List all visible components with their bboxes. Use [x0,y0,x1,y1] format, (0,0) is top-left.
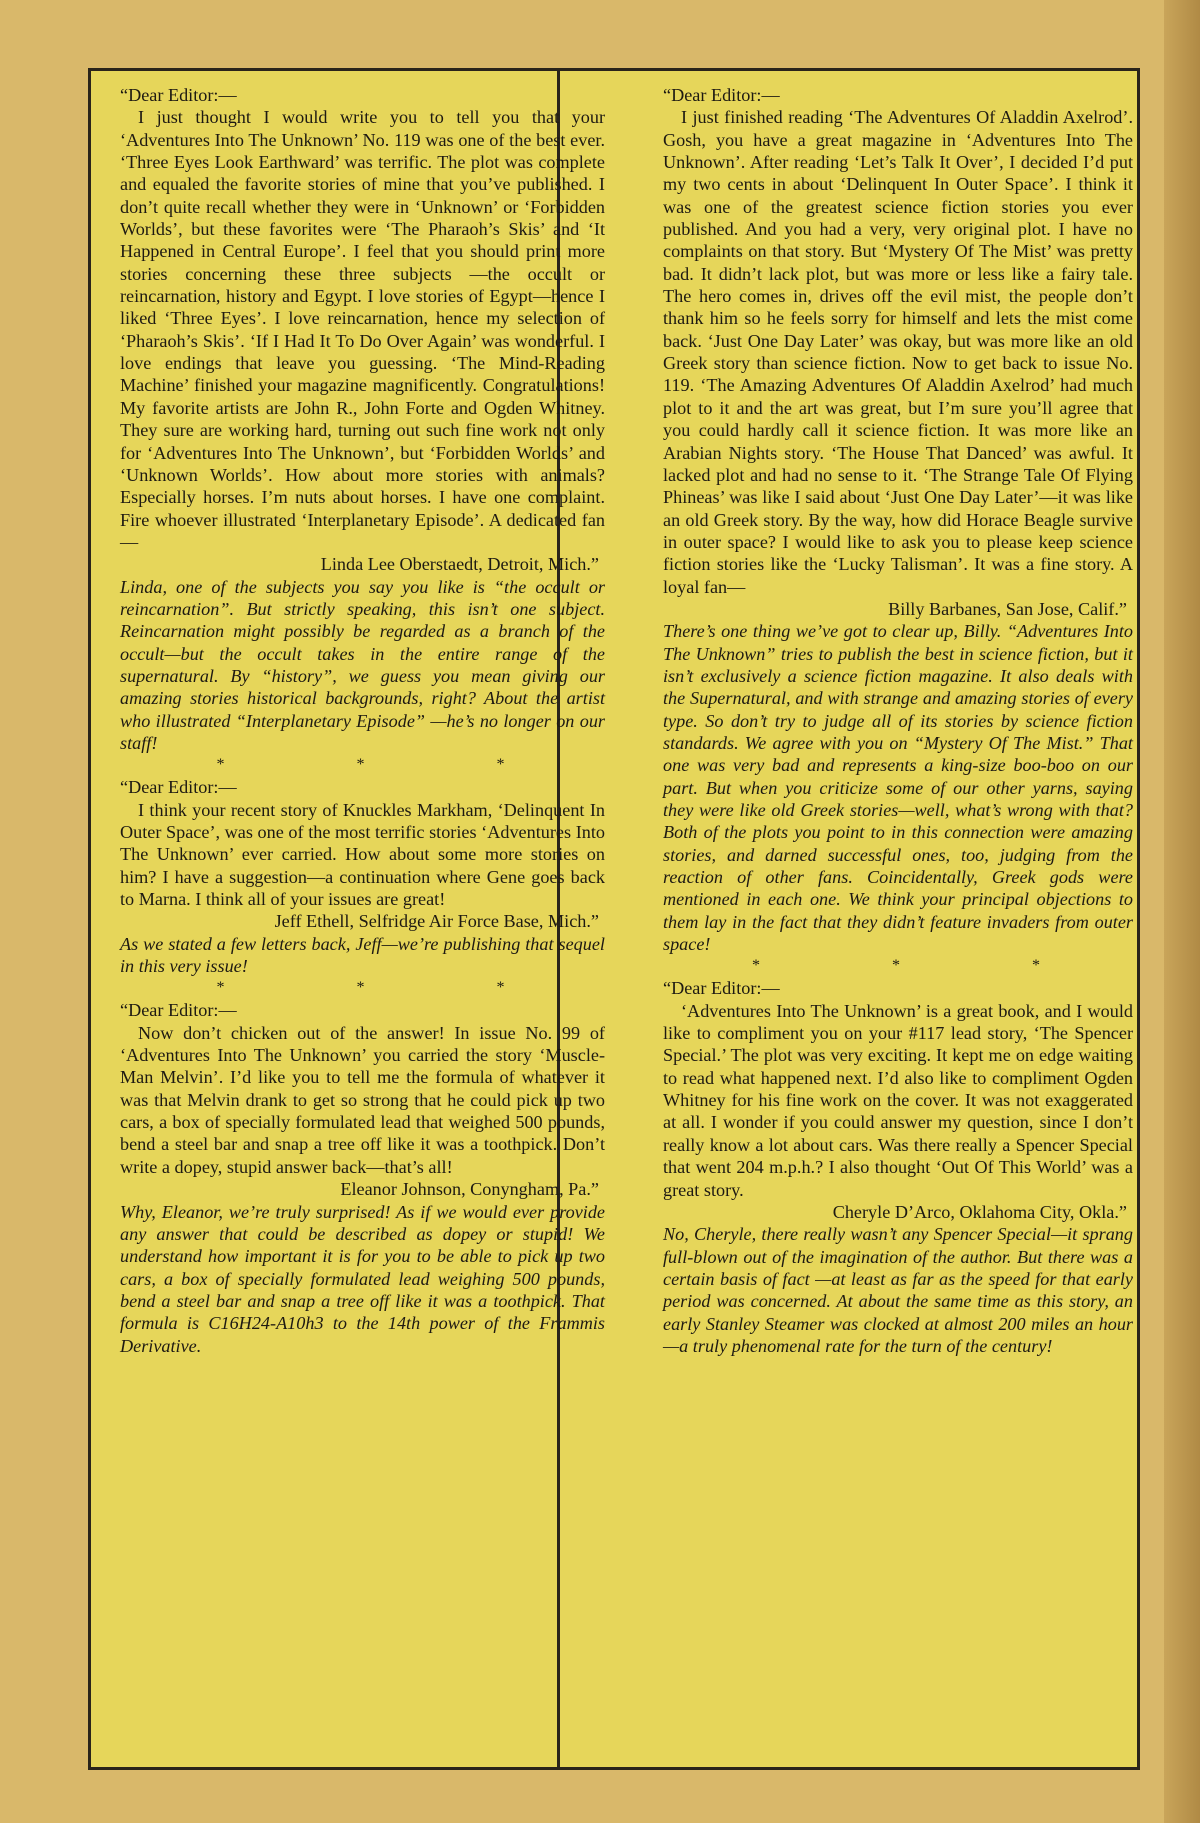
letter-signature: Jeff Ethell, Selfridge Air Force Base, Mich.” [274,911,599,932]
letter-body: I think your recent story of Knuckles Markham, ‘Delinquent In Outer Space’, was one of the most terrific stories ‘Adventures Into The Unknown’ ever carried. How about some more stories on him? I have a suggestion—a continuation where Gene goes back to Marna. I think all of your issues are great! [120,799,605,910]
letter-body: ‘Adventures Into The Unknown’ is a great book, and I would like to compliment you on your #117 lead story, ‘The Spencer Special.’ The plot was very exciting. It kept me on edge waiting to read what happened next. I’d also like to compliment Ogden Whitney for his fine work on the cover. It was not exaggerated at all. I wonder if you could answer my question, since I don’t really know a lot about cars. Was there really a Spencer Special that went 204 m.p.h.? I also thought ‘Out Of This World’ was a great story. [663,1000,1133,1200]
separator-stars: * * * [216,979,569,997]
letter-5 [663,977,1133,1357]
right-column [663,84,1133,1357]
letter-1 [120,84,605,754]
editor-reply: Why, Eleanor, we’re truly surprised! As if we would ever provide any answer that could be described as dopey or stupid! We understand how important it is for you to be able to pick up two cars, a box of specially formulated lead weighing 500 pounds, bend a steel bar and snap a tree off like it was a toothpick. That formula is C16H24-A10h3 to the 14th power of the Frammis Derivative. [120,1201,605,1356]
letter-4 [663,84,1133,955]
letter-salutation: “Dear Editor:— [120,777,237,798]
letter-signature: Cheryle D’Arco, Oklahoma City, Okla.” [832,1201,1127,1222]
letter-body: I just finished reading ‘The Adventures Of Aladdin Axelrod’. Gosh, you have a great magazine in ‘Adventures Into The Unknown’. After reading ‘Let’s Talk It Over’, I decided I’d put my two cents in about ‘Delinquent In Outer Space’. I think it was one of the greatest science fiction stories you ever published. And you had a very, very original plot. I have no complaints on that story. But ‘Mystery Of The Mist’ was pretty bad. It didn’t lack plot, but was more or less like a fairy tale. The hero comes in, drives off the evil mist, the people don’t thank him so he feels sorry for himself and lets the mist come back. ‘Just One Day Later’ was okay, but was more like an old Greek story than science fiction. Now to get back to issue No. 119. ‘The Amazing Adventures Of Aladdin Axelrod’ had much plot to it and the art was great, but I’m sure you’ll agree that you could hardly call it science fiction. It was more like an Arabian Nights story. ‘The House That Danced’ was awful. It lacked plot and had no sense to it. ‘The Strange Tale Of Flying Phineas’ was like I said about ‘Just One Day Later’—it was like an old Greek story. By the way, how did Horace Beagle survive in outer space? I would like to ask you to please keep science fiction stories like the ‘Lucky Talisman’. It was a fine story. A loyal fan— [663,107,1133,597]
editor-reply: No, Cheryle, there really wasn’t any Spencer Special—it sprang full-blown out of the imagination of the author. But there was a certain basis of fact —at least as far as the speed for that early period was concerned. At about the same time as this story, an early Stanley Steamer was clocked at almost 200 miles an hour—a truly phenomenal rate for the turn of the century! [663,1224,1133,1356]
separator-stars: * * * [752,957,1104,975]
letter-salutation: “Dear Editor:— [120,1000,237,1021]
letter-salutation: “Dear Editor:— [120,85,237,105]
page-edge [1164,0,1200,1823]
letter-body: Now don’t chicken out of the answer! In issue No. 99 of ‘Adventures Into The Unknown’ you carried the story ‘Muscle-Man Melvin’. I’d like you to tell me the formula of whatever it was that Melvin drank to get so strong that he could pick up two cars, a box of specially formulated lead that weighed 500 pounds, bend a steel bar and snap a tree off like it was a toothpick. Don’t write a dopey, stupid answer back—that’s all! [120,1022,605,1177]
letter-signature: Billy Barbanes, San Jose, Calif.” [888,598,1127,619]
letter-salutation: “Dear Editor:— [663,978,780,999]
letter-signature: Linda Lee Oberstaedt, Detroit, Mich.” [320,554,599,575]
separator-stars: * * * [216,756,569,774]
letter-salutation: “Dear Editor:— [663,85,780,105]
editor-reply: There’s one thing we’ve got to clear up, Billy. “Adventures Into The Unknown” tries to publish the best in science fiction, but it isn’t exclusively a science fiction magazine. It also deals with the Supernatural, and with strange and amazing stories of every type. So don’t try to judge all of its stories by science fiction standards. We agree with you on “Mystery Of The Mist.” That one was very bad and represents a king-size boo-boo on our part. But when you criticize some of our other yarns, saying they were like old Greek stories—well, what’s wrong with that? Both of the plots you point to in this connection were amazing stories, and darned successful ones, too, judging from the reaction of other fans. Coincidentally, Greek gods were mentioned in each one. We think your principal objections to them lay in the fact that they didn’t feature invaders from outer space! [663,621,1133,955]
editor-reply: As we stated a few letters back, Jeff—we’re publishing that sequel in this very issue! [120,933,605,977]
letter-3 [120,999,605,1357]
left-column [120,84,605,1357]
letter-2 [120,776,605,977]
editor-reply: Linda, one of the subjects you say you like is “the occult or reincarnation”. But strictly speaking, this isn’t one subject. Reincarnation might possibly be regarded as a branch of the occult—but the occult takes in the entire range of the supernatural. By “history”, we guess you mean giving our amazing stories historical backgrounds, right? About the artist who illustrated “Interplanetary Episode” —he’s no longer on our staff! [120,576,605,753]
letter-body: I just thought I would write you to tell you that your ‘Adventures Into The Unknown’ No. 119 was one of the best ever. ‘Three Eyes Look Earthward’ was terrific. The plot was complete and equaled the favorite stories of mine that you’ve published. I don’t quite recall whether they were in ‘Unknown’ or ‘Forbidden Worlds’, but these favorites were ‘The Pharaoh’s Skis’ and ‘It Happened in Central Europe’. I feel that you should print more stories concerning these three subjects —the occult or reincarnation, history and Egypt. I love stories of Egypt—hence I liked ‘Three Eyes’. I love reincarnation, hence my selection of ‘Pharaoh’s Skis’. ‘If I Had It To Do Over Again’ was wonderful. I love endings that leave you guessing. ‘The Mind-Reading Machine’ finished your magazine magnificently. Congratulations! My favorite artists are John R., John Forte and Ogden Whitney. They sure are working hard, turning out such fine work not only for ‘Adventures Into The Unknown’, but ‘Forbidden Worlds’ and ‘Unknown Worlds’. How about more stories with animals? Especially horses. I’m nuts about horses. I have one complaint. Fire whoever illustrated ‘Interplanetary Episode’. A dedicated fan— [120,107,605,552]
letter-signature: Eleanor Johnson, Conyngham, Pa.” [340,1179,599,1200]
